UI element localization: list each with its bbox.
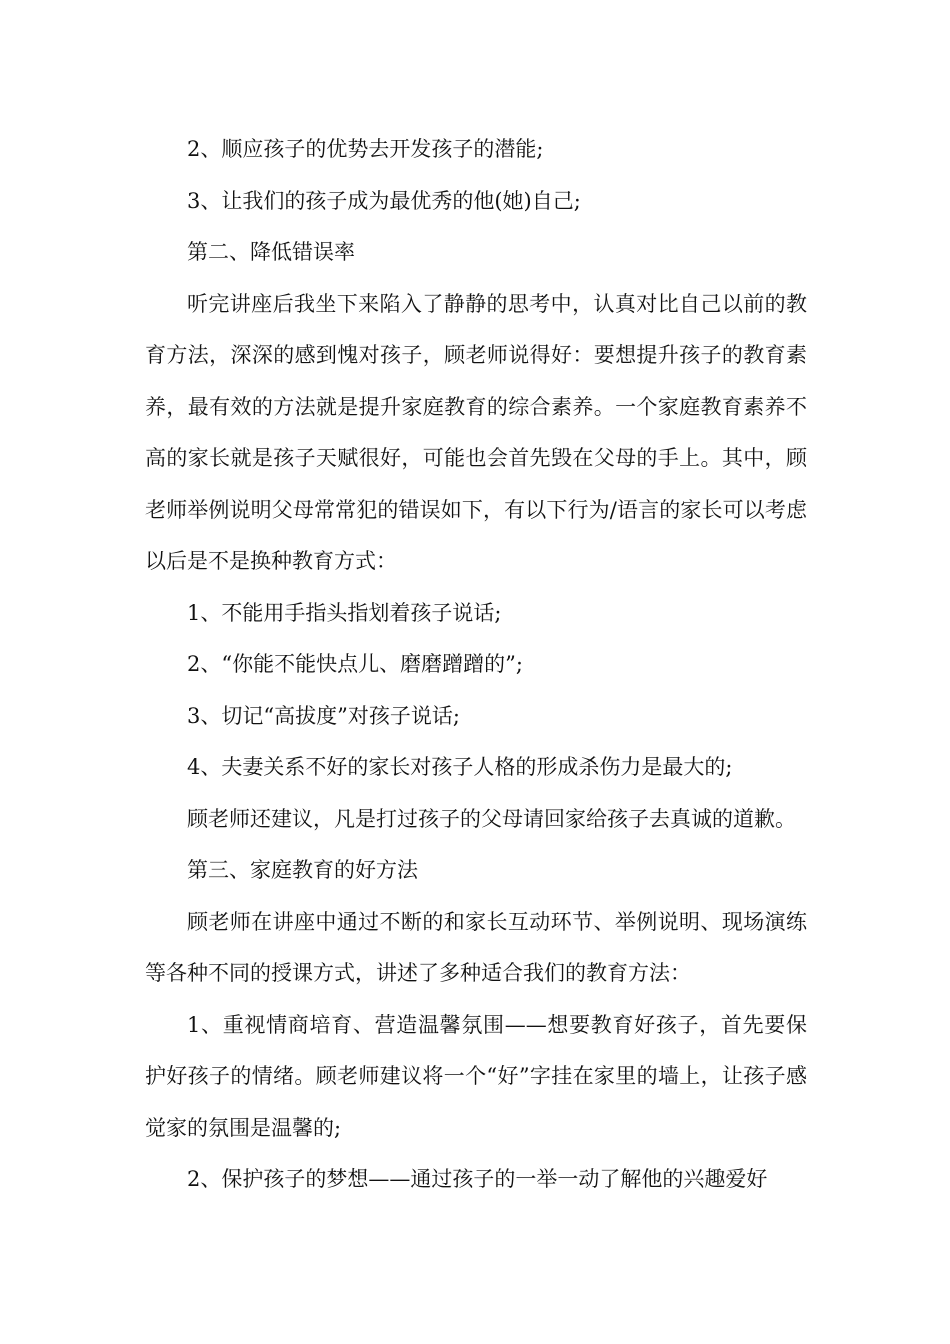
document-body bbox=[145, 124, 807, 1206]
body-paragraph-methods-intro: 顾老师在讲座中通过不断的和家长互动环节、举例说明、现场演练等各种不同的授课方式，讲述了多种适合我们的教育方法： bbox=[145, 909, 807, 985]
list-item-2-strengths: 2、顺应孩子的优势去开发孩子的潜能; bbox=[187, 137, 544, 161]
body-paragraph-apology: 顾老师还建议，凡是打过孩子的父母请回家给孩子去真诚的道歉。 bbox=[187, 806, 796, 831]
section-heading-3: 第三、家庭教育的好方法 bbox=[187, 858, 418, 882]
section-heading-2: 第二、降低错误率 bbox=[187, 240, 355, 264]
list-item-3-excellent-self: 3、让我们的孩子成为最优秀的他(她)自己; bbox=[187, 188, 581, 213]
body-paragraph-reflection: 听完讲座后我坐下来陷入了静静的思考中，认真对比自己以前的教育方法，深深的感到愧对孩子，顾老师说得好：要想提升孩子的教育素养，最有效的方法就是提升家庭教育的综合素养。一个家庭教育素养不高的家长就是孩子天赋很好，可能也会首先毁在父母的手上。其中，顾老师举例说明父母常常犯的错误如下，有以下行为/语言的家长可以考虑以后是不是换种教育方式： bbox=[145, 291, 807, 573]
method-item-2: 2、保护孩子的梦想——通过孩子的一举一动了解他的兴趣爱好 bbox=[187, 1167, 768, 1191]
mistake-item-4: 4、夫妻关系不好的家长对孩子人格的形成杀伤力是最大的; bbox=[187, 755, 733, 779]
method-item-1: 1、重视情商培育、营造温馨氛围——想要教育好孩子，首先要保护好孩子的情绪。顾老师建议将一个“好”字挂在家里的墙上，让孩子感觉家的氛围是温馨的; bbox=[145, 1012, 807, 1140]
mistake-item-3: 3、切记“高拔度”对孩子说话; bbox=[187, 703, 460, 728]
mistake-item-1: 1、不能用手指头指划着孩子说话; bbox=[187, 600, 502, 625]
mistake-item-2: 2、“你能不能快点儿、磨磨蹭蹭的”; bbox=[187, 652, 523, 676]
